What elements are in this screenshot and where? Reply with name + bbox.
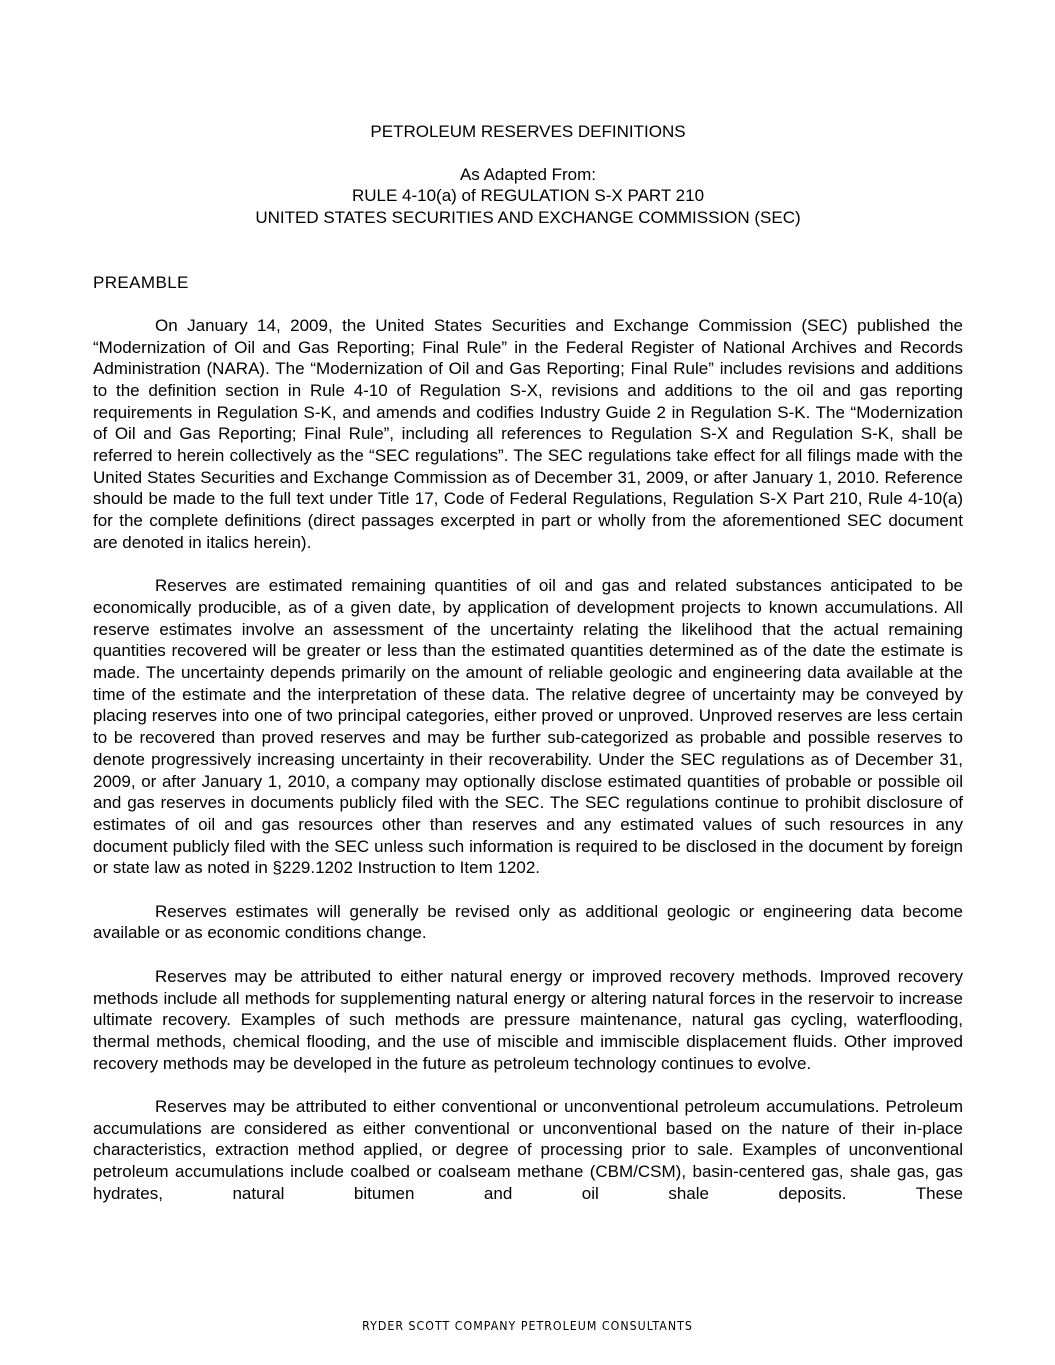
commission-line: UNITED STATES SECURITIES AND EXCHANGE COMMISSION (SEC) (255, 208, 801, 228)
page-footer: RYDER SCOTT COMPANY PETROLEUM CONSULTANTS (362, 1319, 693, 1333)
paragraph-sec-modernization: On January 14, 2009, the United States Securities and Exchange Commission (SEC) published the “Modernization of Oil and Gas Reporting; Final Rule” in the Federal Register of National Archives and Records Administration (NARA). The “Modernization of Oil and Gas Reporting; Final Rule” includes revisions and additions to the definition section in Rule 4-10 of Regulation S-X, revisions and additions to the oil and gas reporting requirements in Regulation S-K, and amends and codifies Industry Guide 2 in Regulation S-K. The “Modernization of Oil and Gas Reporting; Final Rule”, including all references to Regulation S-X and Regulation S-K, shall be referred to herein collectively as the “SEC regulations”. The SEC regulations take effect for all filings made with the United States Securities and Exchange Commission as of December 31, 2009, or after January 1, 2010. Reference should be made to the full text under Title 17, Code of Federal Regulations, Regulation S-X Part 210, Rule 4-10(a) for the complete definitions (direct passages excerpted in part or wholly from the aforementioned SEC document are denoted in italics herein). (93, 315, 963, 552)
document-page (93, 0, 963, 1205)
paragraph-revisions: Reserves estimates will generally be revised only as additional geologic or engineering data become available or as economic conditions change. (93, 901, 963, 943)
paragraph-reserves-estimates: Reserves are estimated remaining quantities of oil and gas and related substances anticipated to be economically producible, as of a given date, by application of development projects to known accumulations. All reserve estimates involve an assessment of the uncertainty relating the likelihood that the actual remaining quantities recovered will be greater or less than the estimated quantities determined as of the date the estimate is made. The uncertainty depends primarily on the amount of reliable geologic and engineering data available at the time of the estimate and the interpretation of these data. The relative degree of uncertainty may be conveyed by placing reserves into one of two principal categories, either proved or unproved. Unproved reserves are less certain to be recovered than proved reserves and may be further sub-categorized as probable and possible reserves to denote progressively increasing uncertainty in their recoverability. Under the SEC regulations as of December 31, 2009, or after January 1, 2010, a company may optionally disclose estimated quantities of probable or possible oil and gas reserves in documents publicly filed with the SEC. The SEC regulations continue to prohibit disclosure of estimates of oil and gas resources other than reserves and any estimated values of such resources in any document publicly filed with the SEC unless such information is required to be disclosed in the document by foreign or state law as noted in §229.1202 Instruction to Item 1202. (93, 576, 963, 878)
paragraph-recovery-methods: Reserves may be attributed to either natural energy or improved recovery methods. Improved recovery methods include all methods for supplementing natural energy or altering natural forces in the reservoir to increase ultimate recovery. Examples of such methods are pressure maintenance, natural gas cycling, waterflooding, thermal methods, chemical flooding, and the use of miscible and immiscible displacement fluids. Other improved recovery methods may be developed in the future as petroleum technology continues to evolve. (93, 966, 963, 1073)
adapted-from-line: As Adapted From: (459, 164, 597, 184)
section-heading-preamble: PREAMBLE (93, 272, 189, 292)
paragraph-accumulations: Reserves may be attributed to either conventional or unconventional petroleum accumulations. Petroleum accumulations are considered as either conventional or unconventional based on the nature of their in-place characteristics, extraction method applied, or degree of processing prior to sale. Examples of unconventional petroleum accumulations include coalbed or coalseam methane (CBM/CSM), basin-centered gas, shale gas, gas hydrates, natural bitumen and oil shale deposits. These (93, 1097, 963, 1203)
rule-line: RULE 4-10(a) of REGULATION S-X PART 210 (351, 186, 705, 206)
document-title: PETROLEUM RESERVES DEFINITIONS (370, 122, 686, 141)
